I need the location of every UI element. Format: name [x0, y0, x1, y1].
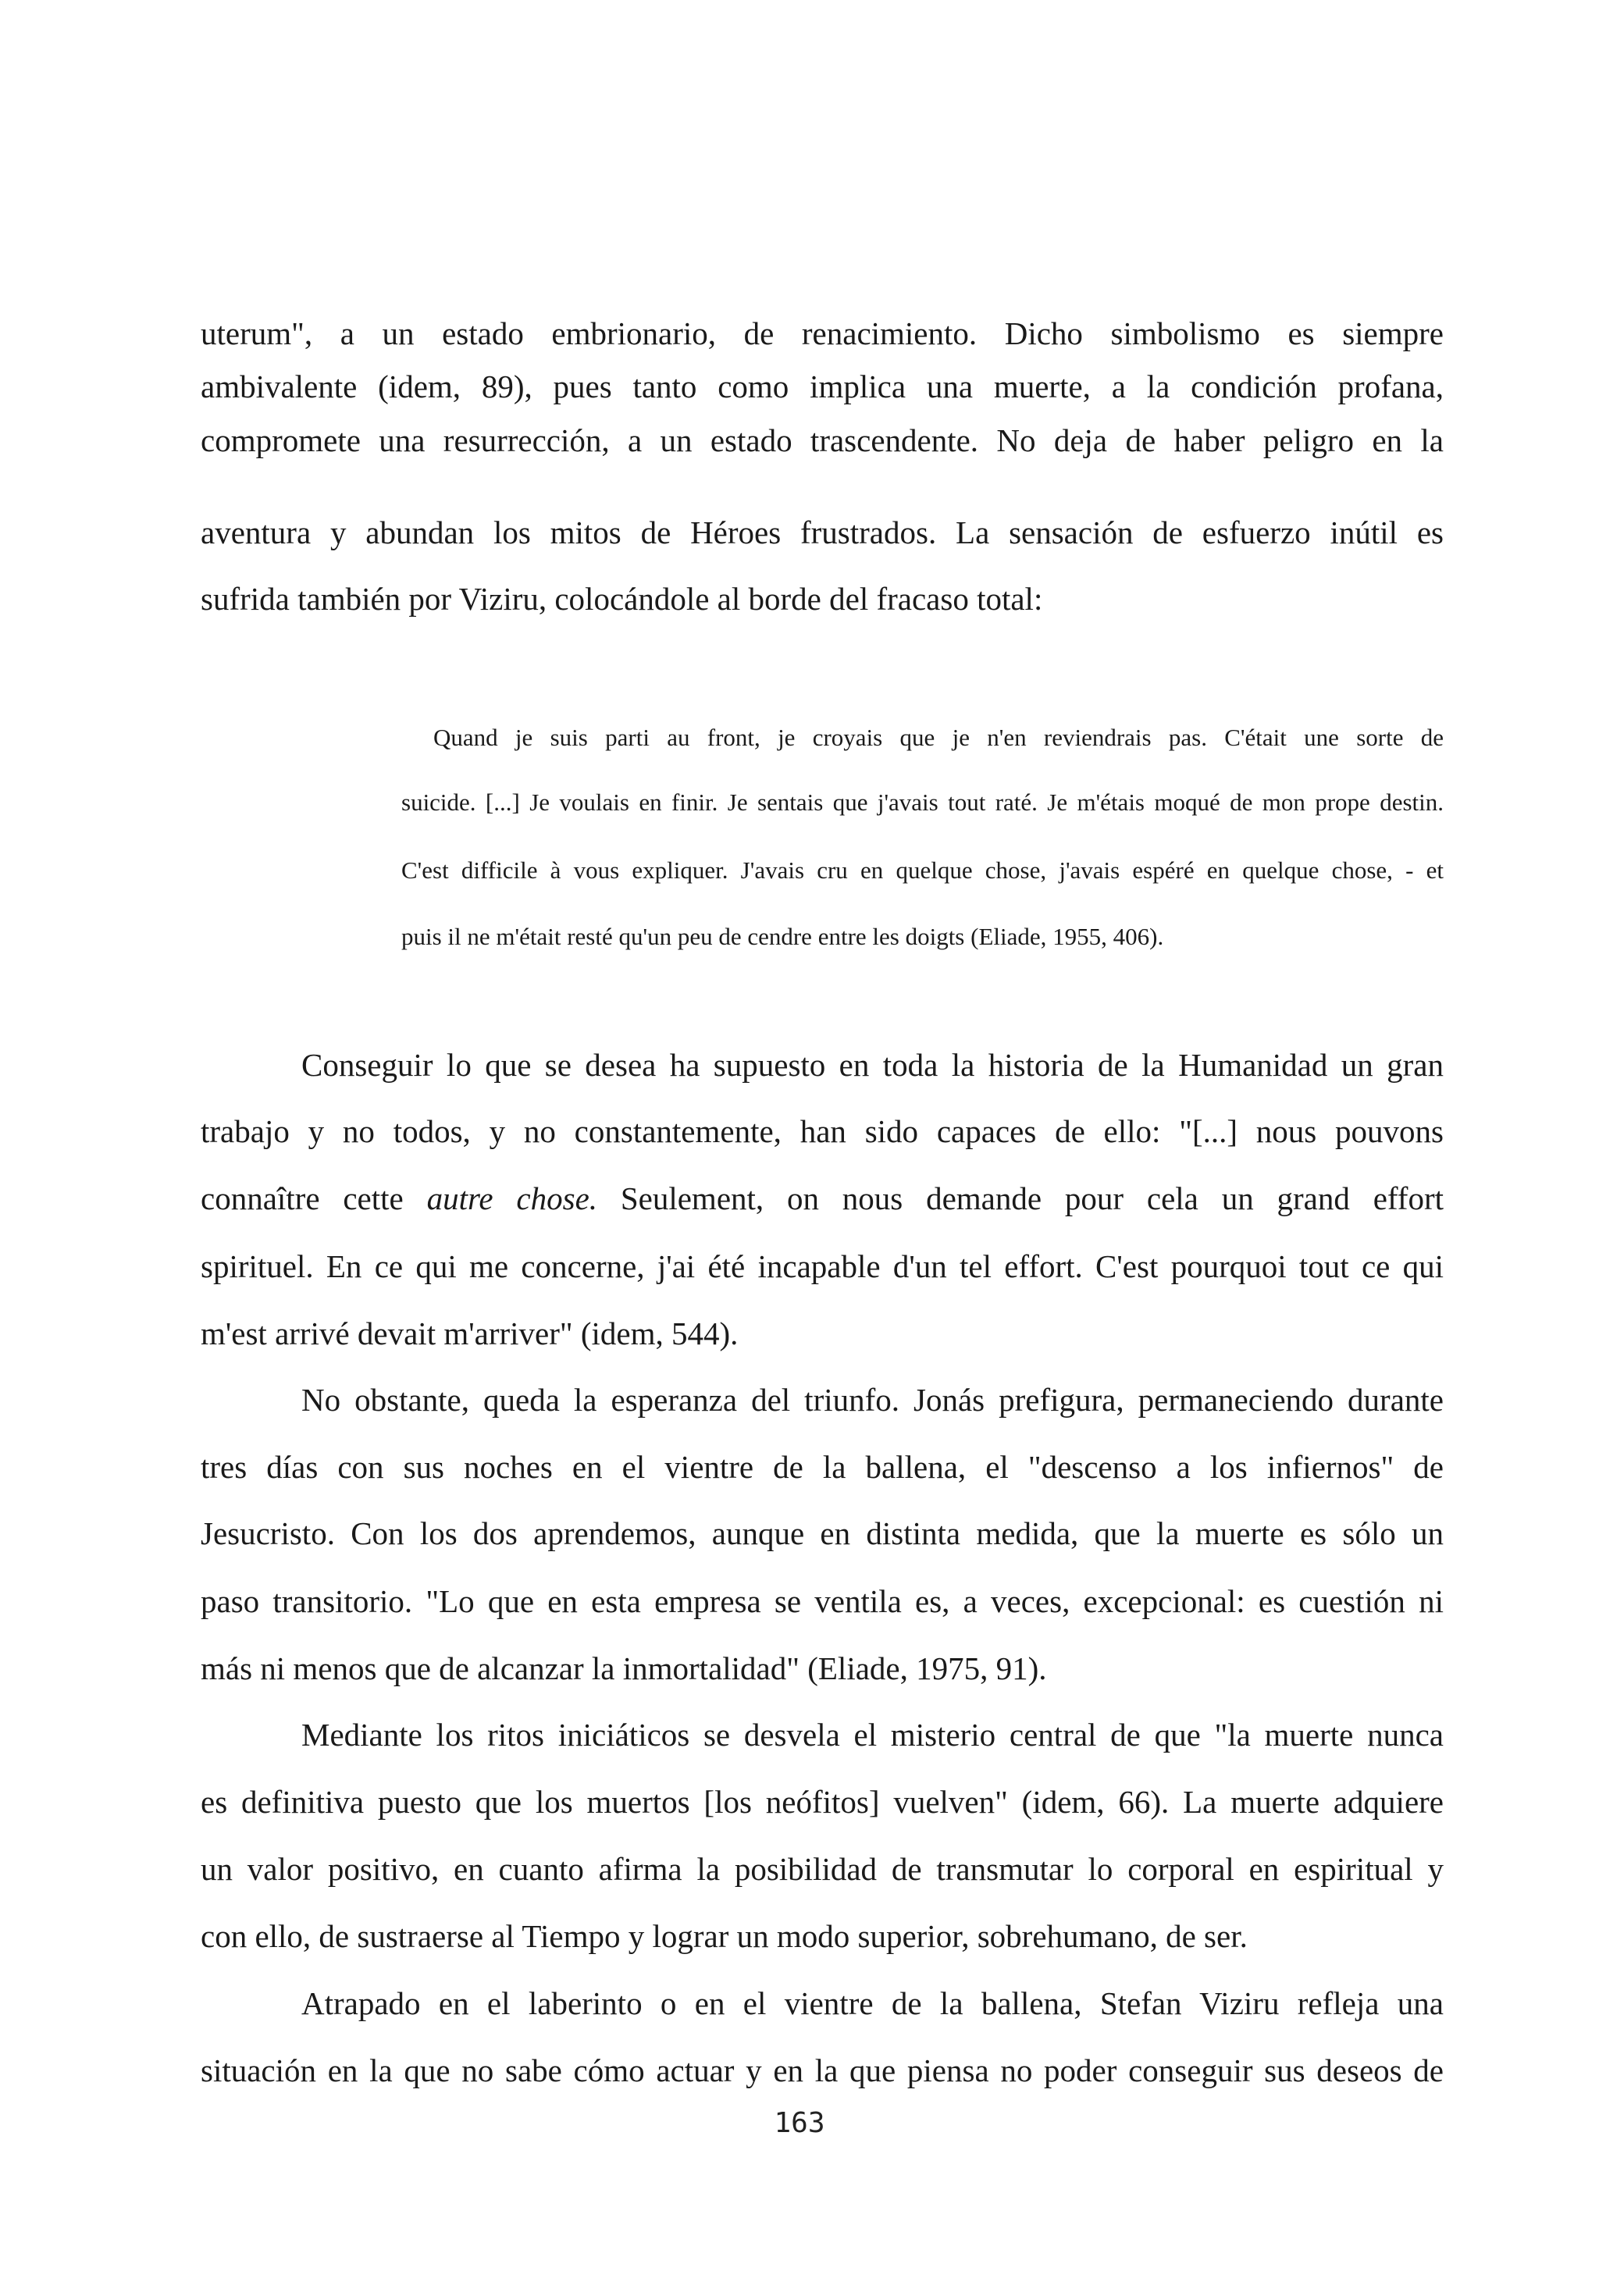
text-line: más ni menos que de alcanzar la inmortalidad" (Eliade, 1975, 91). [201, 1650, 1047, 1686]
italic-phrase: autre chose. [426, 1180, 598, 1216]
text-line: compromete una resurrección, a un estado trascendente. No deja de haber peligro en la [201, 422, 1444, 458]
text-line: paso transitorio. "Lo que en esta empresa se ventila es, a veces, excepcional: es cuestión ni [201, 1583, 1444, 1619]
quote-line: C'est difficile à vous expliquer. J'avais cru en quelque chose, j'avais espéré en quelque chose, - et [401, 856, 1444, 884]
text-line: Mediante los ritos iniciáticos se desvela el misterio central de que "la muerte nunca [301, 1717, 1444, 1753]
text-line: con ello, de sustraerse al Tiempo y lograr un modo superior, sobrehumano, de ser. [201, 1918, 1248, 1954]
text-line: No obstante, queda la esperanza del triunfo. Jonás prefigura, permaneciendo durante [301, 1382, 1444, 1418]
text-line [201, 1179, 1444, 1218]
text-line: Conseguir lo que se desea ha supuesto en toda la historia de la Humanidad un gran [301, 1047, 1444, 1083]
text-line: sufrida también por Viziru, colocándole al borde del fracaso total: [201, 581, 1043, 617]
text-line: ambivalente (idem, 89), pues tanto como implica una muerte, a la condición profana, [201, 368, 1444, 404]
text-line: tres días con sus noches en el vientre de la ballena, el "descenso a los infiernos" de [201, 1449, 1444, 1485]
text-segment: Seulement, on nous demande pour cela un grand effort [597, 1180, 1444, 1216]
quote-line: suicide. [...] Je voulais en finir. Je sentais que j'avais tout raté. Je m'étais moqué de mon prope destin. [401, 788, 1444, 816]
quote-line: Quand je suis parti au front, je croyais que je n'en reviendrais pas. C'était une sorte de [433, 724, 1444, 751]
text-line: m'est arrivé devait m'arriver" (idem, 544). [201, 1315, 739, 1351]
text-line: situación en la que no sabe cómo actuar y en la que piensa no poder conseguir sus deseos de [201, 2052, 1444, 2088]
text-segment: connaître cette [201, 1180, 427, 1216]
text-line: un valor positivo, en cuanto afirma la posibilidad de transmutar lo corporal en espiritual y [201, 1851, 1444, 1887]
page-number: 163 [774, 2107, 825, 2139]
text-line: spirituel. En ce qui me concerne, j'ai été incapable d'un tel effort. C'est pourquoi tout ce qui [201, 1248, 1444, 1284]
text-line: aventura y abundan los mitos de Héroes frustrados. La sensación de esfuerzo inútil es [201, 514, 1444, 550]
text-line: es definitiva puesto que los muertos [los neófitos] vuelven" (idem, 66). La muerte adquiere [201, 1784, 1444, 1820]
text-line: uterum", a un estado embrionario, de renacimiento. Dicho simbolismo es siempre [201, 315, 1444, 351]
text-line: Atrapado en el laberinto o en el vientre de la ballena, Stefan Viziru refleja una [301, 1985, 1444, 2021]
text-line: trabajo y no todos, y no constantemente, han sido capaces de ello: "[...] nous pouvons [201, 1113, 1444, 1149]
quote-line: puis il ne m'était resté qu'un peu de cendre entre les doigts (Eliade, 1955, 406). [401, 923, 1164, 950]
text-line: Jesucristo. Con los dos aprendemos, aunque en distinta medida, que la muerte es sólo un [201, 1515, 1444, 1551]
